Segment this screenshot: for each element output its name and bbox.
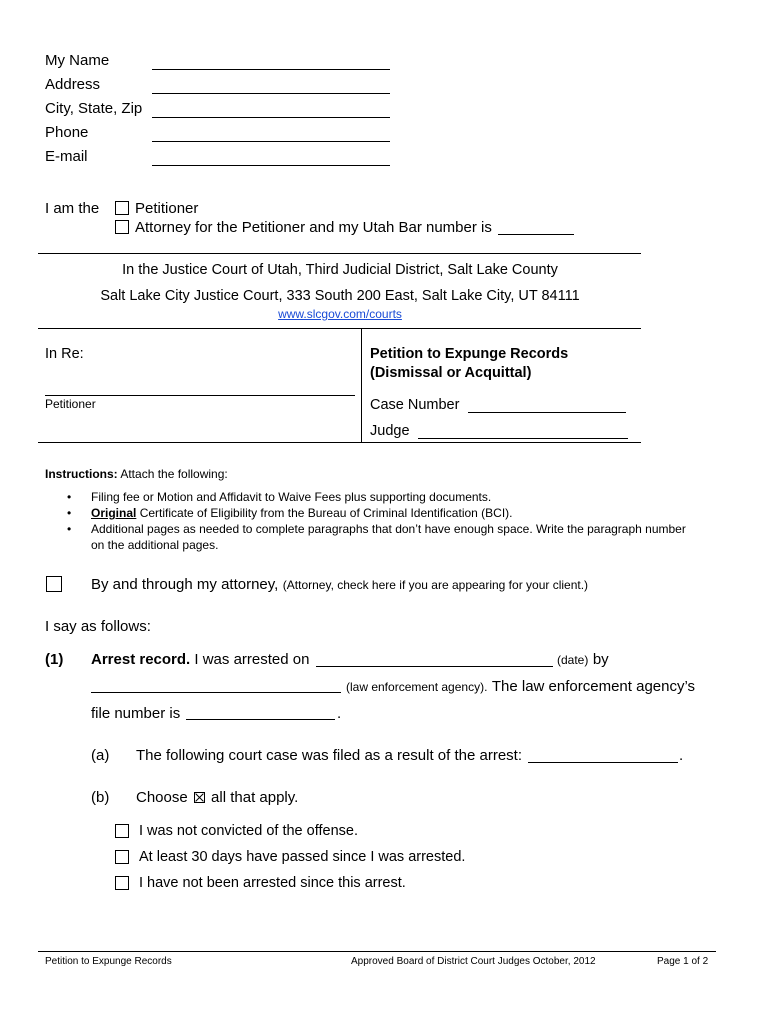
- para-b-label: (b): [91, 789, 110, 806]
- option-not-rearrested-checkbox[interactable]: [115, 876, 129, 890]
- agency-hint: (law enforcement agency).: [346, 680, 488, 694]
- bullet-3-icon: •: [67, 522, 72, 536]
- para-a-period: .: [679, 747, 684, 764]
- option-30-days-checkbox[interactable]: [115, 850, 129, 864]
- arrest-date-field[interactable]: [316, 666, 553, 667]
- petition-title-line1: Petition to Expunge Records: [370, 346, 569, 362]
- para-1-number: (1): [45, 651, 64, 668]
- instruction-item-3-line2: on the additional pages.: [91, 538, 219, 552]
- address-field[interactable]: [152, 93, 390, 94]
- bullet-2-icon: •: [67, 506, 72, 520]
- email-label: E-mail: [45, 148, 88, 165]
- judge-field[interactable]: [418, 438, 628, 439]
- court-line-1: In the Justice Court of Utah, Third Judicial District, Salt Lake County: [122, 262, 558, 278]
- agency-field[interactable]: [91, 692, 341, 693]
- in-re-label: In Re:: [45, 346, 84, 362]
- phone-field[interactable]: [152, 141, 390, 142]
- footer-divider: [38, 951, 716, 952]
- instructions-intro: [45, 467, 228, 481]
- petitioner-checkbox[interactable]: [115, 201, 129, 215]
- divider-top: [38, 253, 641, 254]
- role-prefix: I am the: [45, 200, 100, 217]
- para-1-arrested-text: I was arrested on: [194, 651, 310, 668]
- bar-number-field[interactable]: [498, 234, 574, 235]
- case-number-field[interactable]: [468, 412, 626, 413]
- instruction-item-2-text: Certificate of Eligibility from the Bureau of Criminal Identification (BCI).: [139, 506, 513, 520]
- petitioner-name-field[interactable]: [45, 395, 355, 396]
- divider-middle: [38, 328, 641, 329]
- para-b-text: [136, 789, 298, 806]
- checked-box-icon: [194, 792, 205, 803]
- agency-text: The law enforcement agency’s: [491, 678, 696, 695]
- case-number-label: Case Number: [370, 397, 460, 413]
- address-label: Address: [45, 76, 101, 93]
- court-url-link[interactable]: www.slcgov.com/courts: [278, 307, 402, 321]
- para-1-line1: [91, 651, 309, 668]
- arrest-date-suffix: [557, 651, 609, 669]
- name-label: My Name: [45, 52, 110, 69]
- option-30-days-label: At least 30 days have passed since I was arrested.: [139, 849, 466, 865]
- caption-vertical-divider: [361, 329, 362, 442]
- para-b-choose: Choose: [136, 789, 188, 806]
- instructions-intro-text: Attach the following:: [120, 467, 228, 481]
- para-a-label: (a): [91, 747, 110, 764]
- instruction-item-2: [91, 506, 513, 520]
- name-field[interactable]: [152, 69, 390, 70]
- instruction-item-1: Filing fee or Motion and Affidavit to Waive Fees plus supporting documents.: [91, 490, 492, 504]
- caption-petitioner-label: Petitioner: [45, 397, 96, 411]
- city-state-zip-field[interactable]: [152, 117, 390, 118]
- petition-title-line2: (Dismissal or Acquittal): [370, 365, 532, 381]
- file-number-period: .: [337, 705, 342, 722]
- para-1-heading: Arrest record.: [91, 651, 191, 668]
- say-as-follows: I say as follows:: [45, 618, 151, 635]
- petitioner-option-label: Petitioner: [135, 200, 199, 217]
- email-field[interactable]: [152, 165, 390, 166]
- attorney-appearing-label: By and through my attorney,: [91, 576, 279, 593]
- court-case-field[interactable]: [528, 762, 678, 763]
- city-state-zip-label: City, State, Zip: [45, 100, 143, 117]
- bullet-1-icon: •: [67, 490, 72, 504]
- footer-center: Approved Board of District Court Judges October, 2012: [351, 956, 596, 967]
- divider-bottom: [38, 442, 641, 443]
- footer-page-number: Page 1 of 2: [657, 956, 709, 967]
- option-not-convicted-checkbox[interactable]: [115, 824, 129, 838]
- para-a-text: The following court case was filed as a result of the arrest:: [136, 747, 523, 764]
- by-text: by: [592, 651, 609, 668]
- option-not-convicted-label: I was not convicted of the offense.: [139, 823, 358, 839]
- file-number-label: file number is: [91, 705, 181, 722]
- court-line-2: Salt Lake City Justice Court, 333 South 200 East, Salt Lake City, UT 84111: [100, 288, 580, 304]
- para-b-all-apply: all that apply.: [211, 789, 299, 806]
- file-number-field[interactable]: [186, 719, 335, 720]
- option-not-rearrested-label: I have not been arrested since this arrest.: [139, 875, 406, 891]
- attorney-option-label: Attorney for the Petitioner and my Utah Bar number is: [135, 219, 492, 236]
- instruction-item-3-line1: Additional pages as needed to complete paragraphs that don’t have enough space. Write the paragraph number: [91, 522, 686, 536]
- agency-suffix: [346, 678, 695, 696]
- instruction-item-2-emphasis: Original: [91, 506, 137, 520]
- judge-label: Judge: [370, 423, 410, 439]
- footer-left: Petition to Expunge Records: [45, 956, 172, 967]
- attorney-checkbox[interactable]: [115, 220, 129, 234]
- attorney-appearing-note: (Attorney, check here if you are appearing for your client.): [282, 578, 589, 592]
- attorney-appearing-row: [91, 576, 588, 594]
- instructions-label: Instructions:: [45, 467, 118, 481]
- attorney-appearing-checkbox[interactable]: [46, 576, 62, 592]
- date-hint: (date): [557, 653, 589, 667]
- phone-label: Phone: [45, 124, 89, 141]
